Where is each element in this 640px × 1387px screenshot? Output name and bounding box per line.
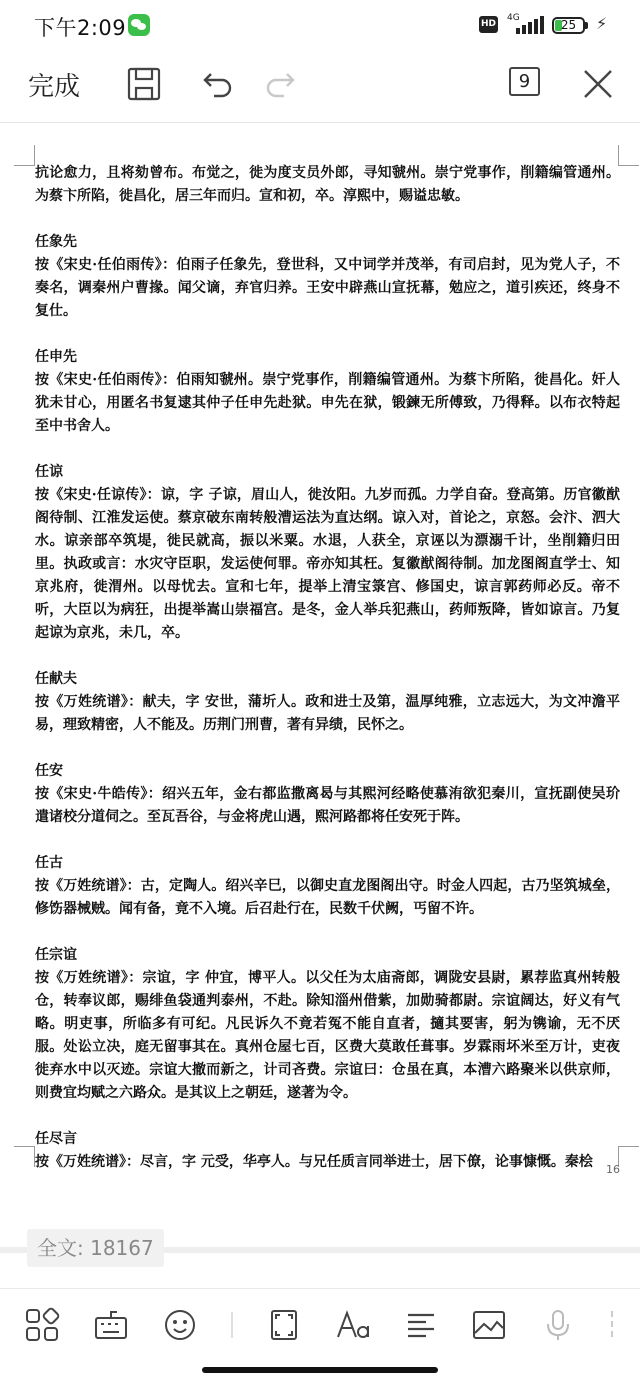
document-page[interactable] bbox=[0, 123, 640, 1233]
entry-heading: 任宗谊 bbox=[35, 947, 77, 963]
entry-heading: 任安 bbox=[35, 763, 63, 779]
fullscreen-icon[interactable] bbox=[266, 1307, 302, 1343]
done-button[interactable]: 完成 bbox=[28, 72, 81, 102]
page-corner-mark bbox=[14, 1146, 35, 1167]
battery-icon bbox=[552, 17, 585, 34]
paragraph: 按《宋史·任谅传》：谅，字 子谅，眉山人，徙汝阳。九岁而孤。力学自奋。登高第。历官徽猷阁待制、江淮发运使。蔡京破东南转般漕运法为直达纲。谅入对，首论之，京怒。会汴、泗大水。谅亲部卒筑堤，徙民就高，振以米粟。水退，人获全，京诬以为漂溺千计，坐削籍归田里。执政或言：水灾守臣职，发运使何罪。帝亦知其枉。复徽猷阁待制。加龙图阁直学士、知京兆府，徙渭州。以母忧去。宣和七年，提举上清宝箓宫、修国史，谅言郭药师必反。帝不听，大臣以为病狂，出提举嵩山崇福宫。是冬，金人举兵犯燕山，药师叛降，皆如谅言。乃复起谅为京兆，未几，卒。 bbox=[35, 487, 620, 641]
keyboard-icon[interactable] bbox=[93, 1307, 129, 1343]
paragraph: 按《万姓统谱》：古，定陶人。绍兴辛巳，以御史直龙图阁出守。时金人四起，古乃坚筑城垒，修饬器械贼。闻有备，竟不入境。后召赴行在，民数千伏阙，丐留不许。 bbox=[35, 878, 620, 917]
paragraph-align-icon[interactable] bbox=[403, 1307, 439, 1343]
page-corner-mark bbox=[14, 145, 35, 166]
redo-icon[interactable] bbox=[264, 64, 304, 104]
paragraph: 按《宋史·任伯雨传》：伯雨知虢州。崇宁党事作，削籍编管通州。为蔡卞所陷，徙昌化。奸人犹未甘心，用匿名书复逮其仲子任申先赴狱。申先在狱，锻鍊无所傅致，乃得释。以布衣特起至中书舍人。 bbox=[35, 372, 620, 434]
page-corner-mark bbox=[618, 1146, 639, 1167]
sticker-face-icon[interactable] bbox=[162, 1307, 198, 1343]
page-corner-mark bbox=[618, 145, 639, 166]
document-text[interactable] bbox=[35, 162, 620, 1174]
entry-heading: 任谅 bbox=[35, 464, 63, 480]
bottom-tool-bar bbox=[0, 1288, 640, 1361]
undo-icon[interactable] bbox=[194, 64, 234, 104]
paragraph: 按《宋史·牛皓传》：绍兴五年，金右都监撒离曷与其熙河经略使慕洧欲犯秦川，宣抚副使吴玠遣诸校分道伺之。至瓦吾谷，与金将虎山遇，熙河路都将任安死于阵。 bbox=[35, 786, 620, 825]
charging-bolt-icon: ⚡ bbox=[596, 14, 608, 33]
entry-heading: 任古 bbox=[35, 855, 63, 871]
close-icon[interactable] bbox=[578, 64, 618, 104]
entry-heading: 任象先 bbox=[35, 234, 77, 250]
hd-voice-icon: HD bbox=[479, 16, 498, 33]
paragraph: 按《万姓统谱》：尽言，字 元受，华亭人。与兄任质言同举进士，居下僚，论事慷慨。秦桧 bbox=[35, 1154, 593, 1170]
insert-image-icon[interactable] bbox=[471, 1307, 507, 1343]
paragraph: 按《宋史·任伯雨传》：伯雨子任象先，登世科，又中词学并茂举，有司启封，见为党人子，不奏名，调秦州户曹掾。闻父谪，弃官归养。王安中辟燕山宣抚幕，勉应之，道引疾还，终身不复仕。 bbox=[35, 257, 620, 319]
toolbar-separator bbox=[231, 1312, 233, 1338]
status-bar bbox=[0, 0, 640, 52]
paragraph: 抗论愈力，且将劾曾布。布觉之，徙为度支员外郎，寻知虢州。崇宁党事作，削籍编管通州。为蔡卞所陷，徙昌化，居三年而归。宣和初，卒。淳熙中，赐谥忠敏。 bbox=[35, 165, 620, 204]
editor-toolbar bbox=[0, 52, 640, 122]
more-tools-icon[interactable] bbox=[604, 1307, 624, 1343]
battery-tip bbox=[585, 22, 588, 29]
apps-grid-icon[interactable] bbox=[24, 1307, 60, 1343]
signal-strength-icon bbox=[506, 16, 542, 34]
entry-heading: 任献夫 bbox=[35, 671, 77, 687]
paragraph: 按《万姓统谱》：献夫，字 安世，蒲圻人。政和进士及第，温厚纯雅，立志远大，为文冲澹平易，理致精密，人不能及。历荆门刑曹，著有异绩，民怀之。 bbox=[35, 694, 620, 733]
home-indicator[interactable] bbox=[202, 1367, 438, 1373]
entry-heading: 任申先 bbox=[35, 349, 77, 365]
microphone-icon[interactable] bbox=[540, 1307, 576, 1343]
entry-heading: 任尽言 bbox=[35, 1131, 77, 1147]
paragraph: 按《万姓统谱》：宗谊，字 仲宜，博平人。以父任为太庙斋郎，调陇安县尉，累荐监真州转般仓，转奉议郎，赐绯鱼袋通判泰州，不赴。除知淄州借紫，加勋骑都尉。宗谊阔达，好义有气略。明吏事，所临多有可纪。凡民诉久不竟若冤不能自直者，擿其要害，躬为镌谕，无不厌服。处讼立决，庭无留事其在。真州仓屋七百，区费大莫敢任葺事。岁霖雨坏米至万计，吏夜徙弃水中以灭迹。宗谊大撤而新之，计司吝费。宗谊曰：仓虽在真，本漕六路聚米以供京师，则费宜均赋之六路众。是其议上之朝廷，遂著为令。 bbox=[35, 970, 620, 1101]
page-count-button[interactable]: 9 bbox=[509, 67, 540, 96]
network-type-label: 4G bbox=[507, 13, 520, 23]
save-icon[interactable] bbox=[124, 64, 164, 104]
font-style-icon[interactable] bbox=[335, 1307, 371, 1343]
battery-percent: 25 bbox=[560, 18, 577, 32]
status-time: 下午2:09 bbox=[34, 16, 127, 40]
wechat-notification-icon bbox=[128, 14, 150, 36]
word-count-badge[interactable]: 全文: 18167 bbox=[27, 1229, 164, 1267]
page-number: 16 bbox=[606, 1163, 620, 1176]
